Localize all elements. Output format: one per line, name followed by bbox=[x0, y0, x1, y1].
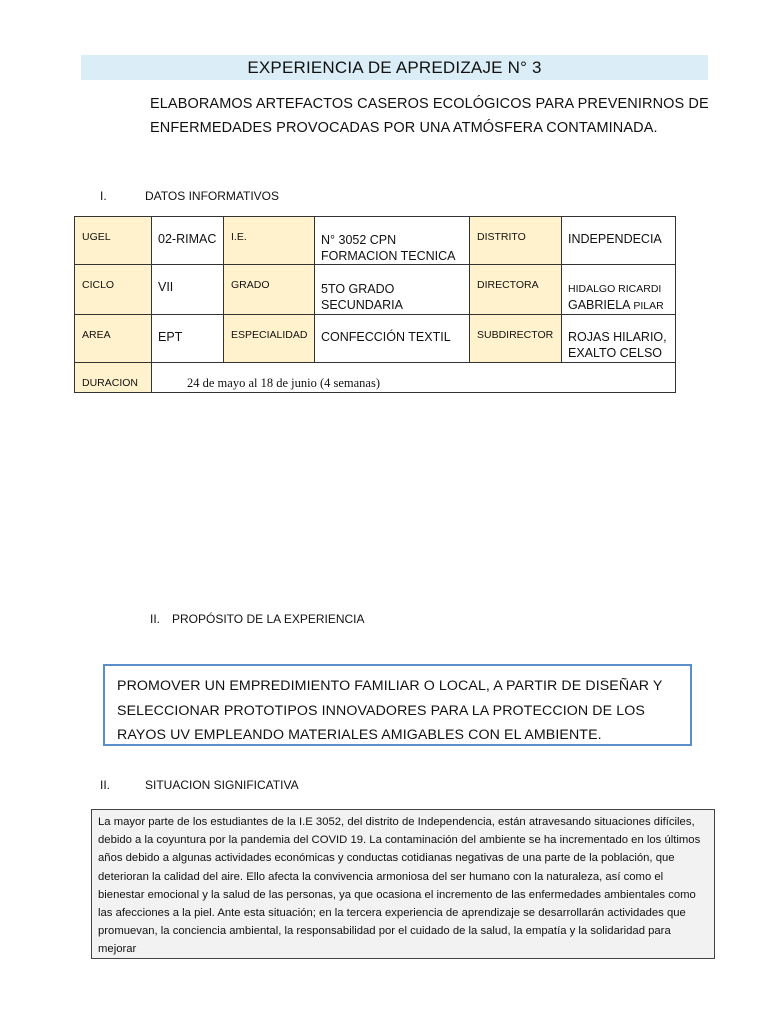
ciclo-label: CICLO bbox=[75, 265, 152, 315]
table-row bbox=[75, 217, 676, 265]
table-row bbox=[75, 265, 676, 315]
subdirector-value: ROJAS HILARIO, EXALTO CELSO bbox=[562, 315, 676, 363]
directora-line-2 bbox=[568, 297, 675, 314]
subdirector-label: SUBDIRECTOR bbox=[470, 315, 562, 363]
section-1-number: I. bbox=[100, 189, 107, 203]
section-3-number: II. bbox=[100, 778, 111, 792]
section-3-title: SITUACION SIGNIFICATIVA bbox=[145, 778, 299, 792]
ugel-value: 02-RIMAC bbox=[152, 217, 224, 265]
duracion-label: DURACION bbox=[75, 363, 152, 393]
section-1-title: DATOS INFORMATIVOS bbox=[145, 189, 280, 203]
directora-name: GABRIELA bbox=[568, 298, 630, 312]
table-row bbox=[75, 315, 676, 363]
area-value: EPT bbox=[152, 315, 224, 363]
section-2-number: II. bbox=[150, 612, 161, 626]
document-title: EXPERIENCIA DE APREDIZAJE N° 3 bbox=[81, 55, 708, 80]
ie-value: N° 3052 CPN FORMACION TECNICA bbox=[315, 217, 470, 265]
ciclo-value: VII bbox=[152, 265, 224, 315]
directora-second-name: PILAR bbox=[633, 300, 664, 312]
grado-label: GRADO bbox=[224, 265, 315, 315]
area-label: AREA bbox=[75, 315, 152, 363]
ugel-label: UGEL bbox=[75, 217, 152, 265]
ie-label: I.E. bbox=[224, 217, 315, 265]
proposito-box: PROMOVER UN EMPREDIMIENTO FAMILIAR O LOCAL, A PARTIR DE DISEÑAR Y SELECCIONAR PROTOTIPOS INNOVADORES PARA LA PROTECCION DE LOS RAYOS UV EMPLEANDO MATERIALES AMIGABLES CON EL AMBIENTE. bbox=[103, 664, 692, 746]
distrito-value: INDEPENDECIA bbox=[562, 217, 676, 265]
directora-label: DIRECTORA bbox=[470, 265, 562, 315]
table-row bbox=[75, 363, 676, 393]
directora-value bbox=[562, 265, 676, 315]
datos-informativos-table bbox=[74, 216, 676, 393]
especialidad-label: ESPECIALIDAD bbox=[224, 315, 315, 363]
duracion-value: 24 de mayo al 18 de junio (4 semanas) bbox=[152, 363, 676, 393]
document-subtitle: ELABORAMOS ARTEFACTOS CASEROS ECOLÓGICOS PARA PREVENIRNOS DE ENFERMEDADES PROVOCADAS POR UNA ATMÓSFERA CONTAMINADA. bbox=[150, 96, 709, 136]
grado-value: 5TO GRADO SECUNDARIA bbox=[315, 265, 470, 315]
especialidad-value: CONFECCIÓN TEXTIL bbox=[315, 315, 470, 363]
distrito-label: DISTRITO bbox=[470, 217, 562, 265]
directora-line-1: HIDALGO RICARDI bbox=[568, 283, 662, 295]
situacion-significativa-box: La mayor parte de los estudiantes de la I.E 3052, del distrito de Independencia, están atravesando situaciones difíciles, debido a la coyuntura por la pandemia del COVID 19. La contaminación del ambiente se ha incrementado en los últimos años debido a algunas actividades económicas y conductas cotidianas negativas de una parte de la población, que deterioran la calidad del aire. Ello afecta la convivencia armoniosa del ser humano con la naturaleza, así como el bienestar emocional y la salud de las personas, ya que ocasiona el incremento de las enfermedades ambientales como las afecciones a la piel. Ante esta situación; en la tercera experiencia de aprendizaje se desarrollarán actividades que promuevan, la conciencia ambiental, la responsabilidad por el cuidado de la salud, la empatía y la solidaridad para mejorar bbox=[91, 809, 715, 959]
section-2-title: PROPÓSITO DE LA EXPERIENCIA bbox=[172, 612, 365, 626]
